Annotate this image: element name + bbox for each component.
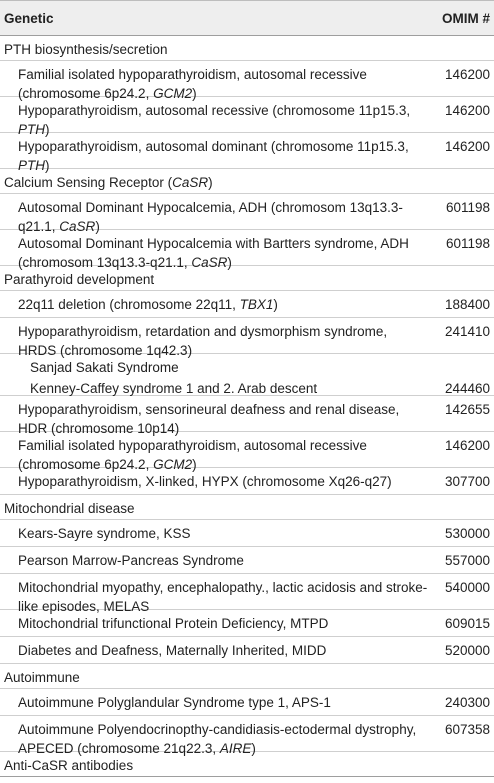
text-segment: ) <box>45 158 50 173</box>
text-segment: ) <box>227 255 232 270</box>
omim-number: 241410 <box>444 324 490 339</box>
omim-number: 142655 <box>444 402 490 417</box>
text-segment: Autoimmune Polyendocrinopthy-candidiasis-ectodermal dystrophy, APECED (chromosome 21q22.3, <box>18 722 417 756</box>
text-segment: Autosomal Dominant Hypocalcemia, ADH (chromosom 13q13.3-q21.1, <box>18 200 403 234</box>
text-segment: Calcium Sensing Receptor ( <box>4 175 173 190</box>
table-row <box>0 97 494 137</box>
table-row <box>0 520 494 547</box>
gene-symbol: PTH <box>18 158 45 173</box>
section-row <box>0 36 494 61</box>
omim-number: 146200 <box>444 67 490 82</box>
text-segment: Autosomal Dominant Hypocalcemia with Bartters syndrome, ADH (chromosom 13q13.3-q21.1, <box>18 236 409 270</box>
section-label <box>4 756 404 775</box>
gene-symbol: AIRE <box>219 741 252 756</box>
table-row <box>0 432 494 472</box>
table-row <box>0 61 494 101</box>
omim-number: 557000 <box>444 553 490 568</box>
omim-number: 244460 <box>444 381 490 396</box>
table-row <box>0 230 494 270</box>
text-segment: ) <box>273 297 278 312</box>
table-row <box>0 375 494 396</box>
text-segment: Mitochondrial disease <box>4 501 135 516</box>
text-segment: Autoimmune Polyglandular Syndrome type 1, APS-1 <box>18 695 331 710</box>
text-segment: ) <box>45 122 50 137</box>
section-row <box>0 169 494 194</box>
omim-number: 609015 <box>444 616 490 631</box>
section-label <box>4 668 404 687</box>
omim-number: 540000 <box>444 580 490 595</box>
gene-symbol: CaSR <box>172 175 209 190</box>
gene-symbol: CaSR <box>191 255 228 270</box>
section-label <box>4 499 404 518</box>
omim-number: 146200 <box>444 438 490 453</box>
condition-text <box>18 614 428 633</box>
table-row <box>0 689 494 716</box>
gene-symbol: CaSR <box>59 219 96 234</box>
section-label <box>4 40 404 59</box>
table-row <box>0 318 494 358</box>
omim-number: 530000 <box>444 526 490 541</box>
table-row <box>0 396 494 436</box>
gene-symbol: GCM2 <box>153 86 193 101</box>
text-segment: ) <box>192 457 197 472</box>
text-segment: Hypoparathyroidism, sensorineural deafness and renal disease, HDR (chromosome 10p14) <box>18 402 400 436</box>
text-segment: Hypoparathyroidism, retardation and dysmorphism syndrome, HRDS (chromosome 1q42.3) <box>18 324 388 358</box>
text-segment: Mitochondrial myopathy, encephalopathy., lactic acidosis and stroke-like episodes, MELAS <box>18 580 428 614</box>
text-segment: Sanjad Sakati Syndrome <box>30 360 179 375</box>
table-row <box>0 547 494 574</box>
text-segment: Parathyroid development <box>4 272 155 287</box>
text-segment: Hypoparathyroidism, autosomal recessive (chromosome 11p15.3, <box>18 103 411 118</box>
condition-text <box>18 524 428 543</box>
omim-number: 601198 <box>445 200 490 215</box>
text-segment: ) <box>208 175 213 190</box>
table-row <box>0 354 494 375</box>
header-genetic: Genetic <box>4 11 54 26</box>
table-row <box>0 468 494 495</box>
table-row <box>0 194 494 234</box>
text-segment: Diabetes and Deafness, Maternally Inherited, MIDD <box>18 643 327 658</box>
text-segment: Mitochondrial trifunctional Protein Deficiency, MTPD <box>18 616 329 631</box>
section-label <box>4 173 404 192</box>
text-segment: Anti-CaSR antibodies <box>4 758 134 773</box>
table-row <box>0 133 494 173</box>
condition-text <box>18 472 428 491</box>
condition-text <box>18 641 428 660</box>
omim-number: 307700 <box>444 474 490 489</box>
section-row <box>0 752 494 777</box>
gene-symbol: GCM2 <box>153 457 193 472</box>
section-row <box>0 266 494 291</box>
omim-number: 146200 <box>444 139 490 154</box>
condition-text <box>18 693 428 712</box>
text-segment: Familial isolated hypoparathyroidism, autosomal recessive (chromosome 6p24.2, <box>18 67 367 101</box>
condition-text <box>18 295 428 314</box>
omim-number: 607358 <box>444 722 490 737</box>
text-segment: Familial isolated hypoparathyroidism, autosomal recessive (chromosome 6p24.2, <box>18 438 367 472</box>
omim-number: 188400 <box>444 297 490 312</box>
gene-symbol: TBX1 <box>239 297 274 312</box>
text-segment: Kenney-Caffey syndrome 1 and 2. Arab descent <box>30 381 318 396</box>
text-segment: PTH biosynthesis/secretion <box>4 42 168 57</box>
section-row <box>0 664 494 689</box>
condition-text <box>18 551 428 570</box>
text-segment: Hypoparathyroidism, X-linked, HYPX (chromosome Xq26-q27) <box>18 474 392 489</box>
omim-number: 520000 <box>444 643 490 658</box>
omim-number: 146200 <box>444 103 490 118</box>
omim-number: 601198 <box>445 236 490 251</box>
table-row <box>0 291 494 318</box>
table-row <box>0 637 494 664</box>
section-label <box>4 270 404 289</box>
text-segment: Kears-Sayre syndrome, KSS <box>18 526 191 541</box>
text-segment: 22q11 deletion (chromosome 22q11, <box>18 297 240 312</box>
table-header <box>0 0 494 36</box>
text-segment: Pearson Marrow-Pancreas Syndrome <box>18 553 244 568</box>
table-row <box>0 610 494 637</box>
table-row <box>0 716 494 756</box>
text-segment: Autoimmune <box>4 670 80 685</box>
section-row <box>0 495 494 520</box>
gene-symbol: PTH <box>18 122 45 137</box>
header-omim: OMIM # <box>441 11 490 26</box>
text-segment: ) <box>251 741 256 756</box>
text-segment: ) <box>95 219 100 234</box>
text-segment: ) <box>192 86 197 101</box>
table-row <box>0 574 494 614</box>
text-segment: Hypoparathyroidism, autosomal dominant (chromosome 11p15.3, <box>18 139 409 154</box>
omim-number: 240300 <box>444 695 490 710</box>
